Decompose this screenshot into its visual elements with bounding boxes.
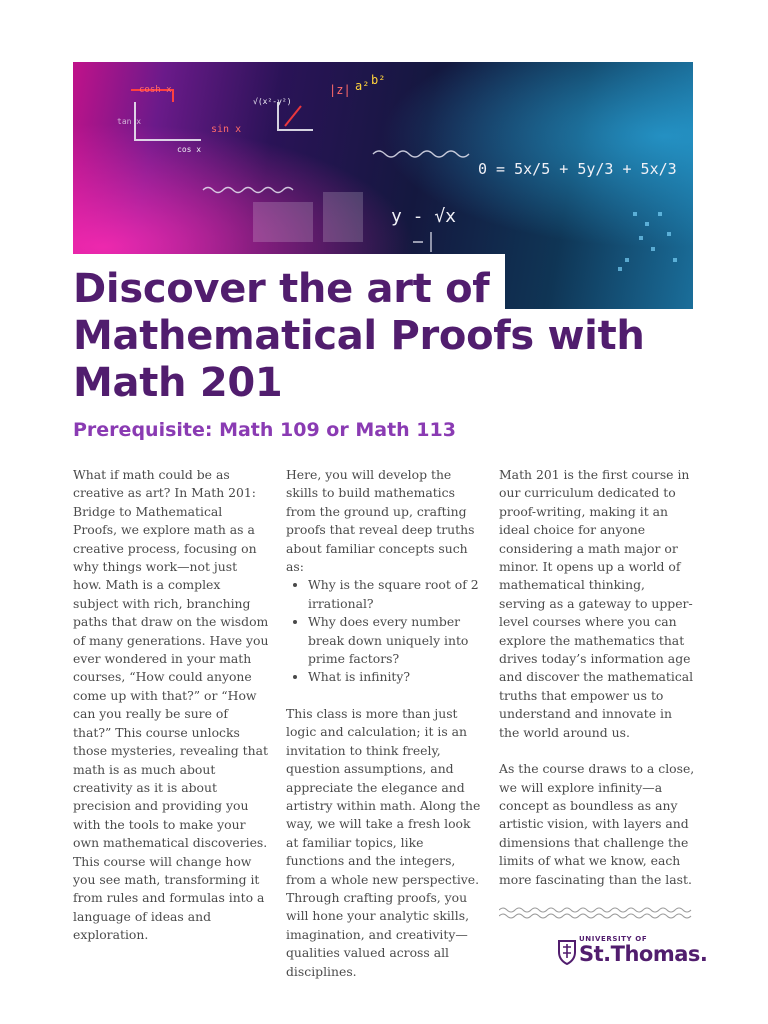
formula-text: y - √x (391, 206, 457, 227)
column-1-paragraph: What if math could be as creative as art? In Math 201: Bridge to Mathematical Proofs, we explore math as a creative process, focusing on why things work—not just how. Math is a complex subject with rich, branching paths that draw on the wisdom of many generations. Have you ever wondered in your math courses, “How could anyone come up with that?” or “How can you really be sure of that?” This course unlocks those mysteries, revealing that math is as much about creativity as it is about precision and providing you with the tools to make your own mathematical discoveries. This course will change how you see math, transforming it from rules and formulas into a language of ideas and exploration. (73, 467, 269, 943)
page-title (73, 266, 693, 407)
prerequisite-subtitle: Prerequisite: Math 109 or Math 113 (73, 419, 456, 441)
column-2 (286, 466, 482, 994)
column-3 (499, 466, 695, 902)
formula-text: sin x (211, 124, 242, 135)
university-logo (557, 935, 708, 969)
column-3-paragraph-1: Math 201 is the first course in our curriculum dedicated to proof-writing, making it an ideal choice for anyone considering a math major or minor. It opens up a world of mathematical thinking, serving as a gateway to upper-level courses where you can explore the mathematics that drives today’s information age and discover the mathematical truths that empower us to understand and innovate in the world around us. (499, 467, 694, 740)
formula-text: 0 = 5x/5 + 5y/3 + 5x/3 (478, 160, 677, 178)
title-line-2: Mathematical Proofs with (73, 313, 645, 359)
question-list (286, 576, 482, 686)
list-item: • Why does every number break down uniquely into prime factors? (308, 613, 482, 668)
logo-st-thomas: St.Thomas. (579, 942, 708, 966)
formula-text: cosh x (139, 85, 172, 95)
list-item: • What is infinity? (308, 668, 482, 686)
column-2-paragraph: This class is more than just logic and calculation; it is an invitation to think freely, question assumptions, and appreciate the elegance and artistry within math. Along the way, we will take a fresh look at familiar topics, like functions and the integers, from a whole new perspective. Through crafting proofs, you will hone your analytic skills, imagination, and creativity—qualities valued across all disciplines. (286, 705, 481, 979)
title-line-1: Discover the art of (73, 266, 490, 312)
formula-text: cos x (177, 145, 202, 154)
column-2-intro: Here, you will develop the skills to build mathematics from the ground up, crafting proofs that reveal deep truths about familiar concepts such as: (286, 467, 475, 575)
shield-crest-icon (557, 939, 577, 965)
list-item: • Why is the square root of 2 irrational? (308, 576, 482, 613)
formula-text: tan x (117, 117, 142, 126)
column-1 (73, 466, 269, 958)
logo-university-of: UNIVERSITY OF (579, 935, 648, 943)
decorative-wave-divider (499, 906, 693, 920)
formula-text: |z| (329, 83, 351, 97)
formula-text: b² (371, 73, 386, 87)
formula-text: a² (355, 79, 370, 93)
formula-text: √(x²-y²) (253, 97, 292, 106)
column-3-paragraph-2: As the course draws to a close, we will explore infinity—a concept as boundless as any artistic vision, with layers and dimensions that challenge the limits of what we know, each more fascinating than the last. (499, 761, 695, 887)
title-line-3: Math 201 (73, 360, 283, 406)
